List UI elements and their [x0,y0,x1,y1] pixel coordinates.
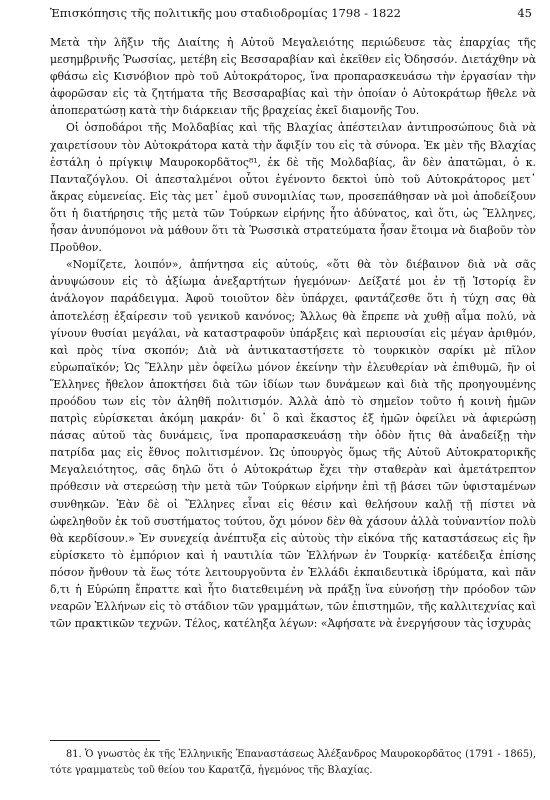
paragraph: «Νομίζετε, λοιπόν», ἀπήντησα εἰς αὐτούς, «ὅτι θὰ τὸν διέβαινον διὰ νὰ σᾶς ἀνυψώσουν εἰς τὸ ἀξίωμα ἀνεξαρτήτων ἡγεμόνων· Δείξατέ μοι ἐν τῇ Ἱστορίᾳ ἓν ἀνάλογον παράδειγμα. Ἀφοῦ τοιοῦτον δὲν ὑπάρχει, φαντάζεσθε ὅτι ἡ τύχη σας θὰ ἀποτελέσῃ ἐξαίρεσιν τοῦ γενικοῦ κανόνος; Ἄλλως θὰ ἔπρεπε νὰ χυθῇ αἷμα πολύ, νὰ γίνουν θυσίαι μεγάλαι, νὰ καταστραφοῦν ὑπάρξεις καὶ περιουσίαι εἰς μέγαν ἀριθμόν, καὶ πρὸς τίνα σκοπόν; Διὰ νὰ ἀντικαταστήσετε τὸ τουρκικὸν σαρίκι μὲ πῖλον εὐρωπαϊκόν; Ὡς Ἕλλην μὲν ὀφείλω μόνον ἐκείνην τὴν ἐλευθερίαν νὰ ἐπιθυμῶ, ἣν οἱ Ἕλληνες ἤθελον ἀποκτήσει διὰ τῶν ἰδίων των δυνάμεων καὶ διὰ τῆς προηγουμένης προόδου των εἰς τὸν ἀληθῆ πολιτισμόν. Ἀλλὰ ἀπὸ τὸ σημεῖον τοῦτο ἡ κοινὴ ἡμῶν πατρὶς εὑρίσκεται ἀκόμη μακράν· δι᾽ ὃ καὶ ἕκαστος ἐξ ἡμῶν ὀφείλει νὰ ἀφιερώσῃ πάσας αὐτοῦ τὰς δυνάμεις, ἵνα προπαρασκευάσῃ τὴν ὁδὸν ἥτις θὰ ἀναδείξῃ τὴν πατρίδα μας εἰς ἔθνος πολιτισμένον. Ὡς ὑπουργὸς ὅμως τῆς Αὐτοῦ Αὐτοκρατορικῆς Μεγαλειότητος, σᾶς δηλῶ ὅτι ὁ Αὐτοκράτωρ ἔχει τὴν σταθερὰν καὶ ἀμετάτρεπτον πρόθεσιν νὰ στερεώσῃ τὴν μετὰ τῶν Τούρκων εἰρήνην ἐπὶ τῇ βάσει τῶν ὑφισταμένων συνθηκῶν. Ἐὰν δὲ οἱ Ἕλληνες εἶναι εἰς θέσιν καὶ θελήσουν καλῇ τῇ πίστει νὰ ὠφεληθοῦν ἐκ τοῦ συστήματος τούτου, ὄχι μόνον δὲν θὰ χάσουν ἀλλὰ τοὐναντίον πολὺ θὰ κερδίσουν.» Ἐν συνεχείᾳ ἀνέπτυξα εἰς αὐτοὺς τὴν εἰκόνα τῆς καταστάσεως εἰς ἣν εὑρίσκετο τὸ ἐμπόριον καὶ ἡ ναυτιλία τῶν Ἑλλήνων ἐν Τουρκίᾳ· κατέδειξα ἐπίσης πόσον ἤνθουν τὰ ἕως τότε λειτουργοῦντα ἐν Ἑλλάδι ἐκπαιδευτικὰ ἱδρύματα, καὶ πᾶν δ,τι ἡ Εὐρώπη ἔπραττε καὶ ἦτο διατεθειμένη νὰ πράξῃ ἵνα εὐνοήσῃ τὴν πρόοδον τῶν νεαρῶν Ἑλλήνων εἰς τὸ στάδιον τῶν γραμμάτων, τῶν ἐπιστημῶν, τῆς καλλιτεχνίας καὶ τῶν πρακτικῶν τεχνῶν. Τέλος, κατέληξα λέγων: «Ἀφήσατε νὰ ἐνεργήσουν τὰς ἰσχυρὰς [50,258,536,631]
footnote: 81. Ὁ γνωστὸς ἐκ τῆς Ἑλληνικῆς Ἐπαναστάσεως Ἀλέξανδρος Μαυροκορδᾶτος (1791 - 1865), τότε γραμματεὺς τοῦ θείου του Καρατζᾶ, ἡγεμόνος τῆς Βλαχίας. [50,749,536,776]
paragraph: Μετὰ τὴν λῆξιν τῆς Διαίτης ἡ Αὐτοῦ Μεγαλειότης περιώδευσε τὰς ἐπαρχίας τῆς μεσημβρινῆς Ῥωσσίας, μετέβη εἰς Βεσσαραβίαν καὶ ἐκεῖθεν εἰς Ὀδησσόν. Διετάχθην νὰ φθάσω εἰς Κισνόβιον πρὸ τοῦ Αὐτοκράτορος, ἵνα προπαρασκευάσω τὴν ἐργασίαν τὴν ἀφορῶσαν εἰς τὰ ζητήματα τῆς Βεσσαραβίας καὶ τὴν ὁποίαν ὁ Αὐτοκράτωρ ἤθελε νὰ ἀποπερατώσῃ κατὰ τὴν διάρκειαν τῆς βραχείας ἐκεῖ διαμονῆς Του. [50,36,536,118]
paragraph: Οἱ ὁσποδάροι τῆς Μολδαβίας καὶ τῆς Βλαχίας ἀπέστειλαν ἀντιπροσώπους διὰ νὰ χαιρετίσουν τὸν Αὐτοκράτορα κατὰ τὴν ἄφιξίν του εἰς τὰ σύνορα. Ἐκ μὲν τῆς Βλαχίας ἐστάλη ὁ πρίγκιψ Μαυροκορδᾶτος⁸¹, ἐκ δὲ τῆς Μολδαβίας, ἂν δὲν ἀπατῶμαι, ὁ κ. Πανταζόγλου. Οἱ ἀπεσταλμένοι οὗτοι ἐγένοντο δεκτοὶ ὑπὸ τοῦ Αὐτοκράτορος μετ᾽ ἄκρας εὐμενείας. Εἰς τὰς μετ᾽ ἐμοῦ συνομιλίας των, προσεπάθησαν νὰ μοὶ ἀποδείξουν ὅτι ἡ διατήρησις τῆς μετὰ τῶν Τούρκων εἰρήνης ἦτο ἀδύνατος, καὶ ὅτι, ὡς Ἕλληνες, ἦσαν ἀνυπόμονοι νὰ μάθουν ὅτι τὰ Ῥωσσικὰ στρατεύματα ἦσαν ἕτοιμα νὰ διαβοῦν τὸν Προῦθον. [50,121,536,255]
page-number: 45 [517,6,532,20]
running-title: Ἐπισκόπησις τῆς πολιτικῆς μου σταδιοδρομίας 1798 - 1822 [50,6,401,20]
main-text [50,34,536,632]
running-header [50,6,532,24]
footnote-separator [50,740,160,741]
